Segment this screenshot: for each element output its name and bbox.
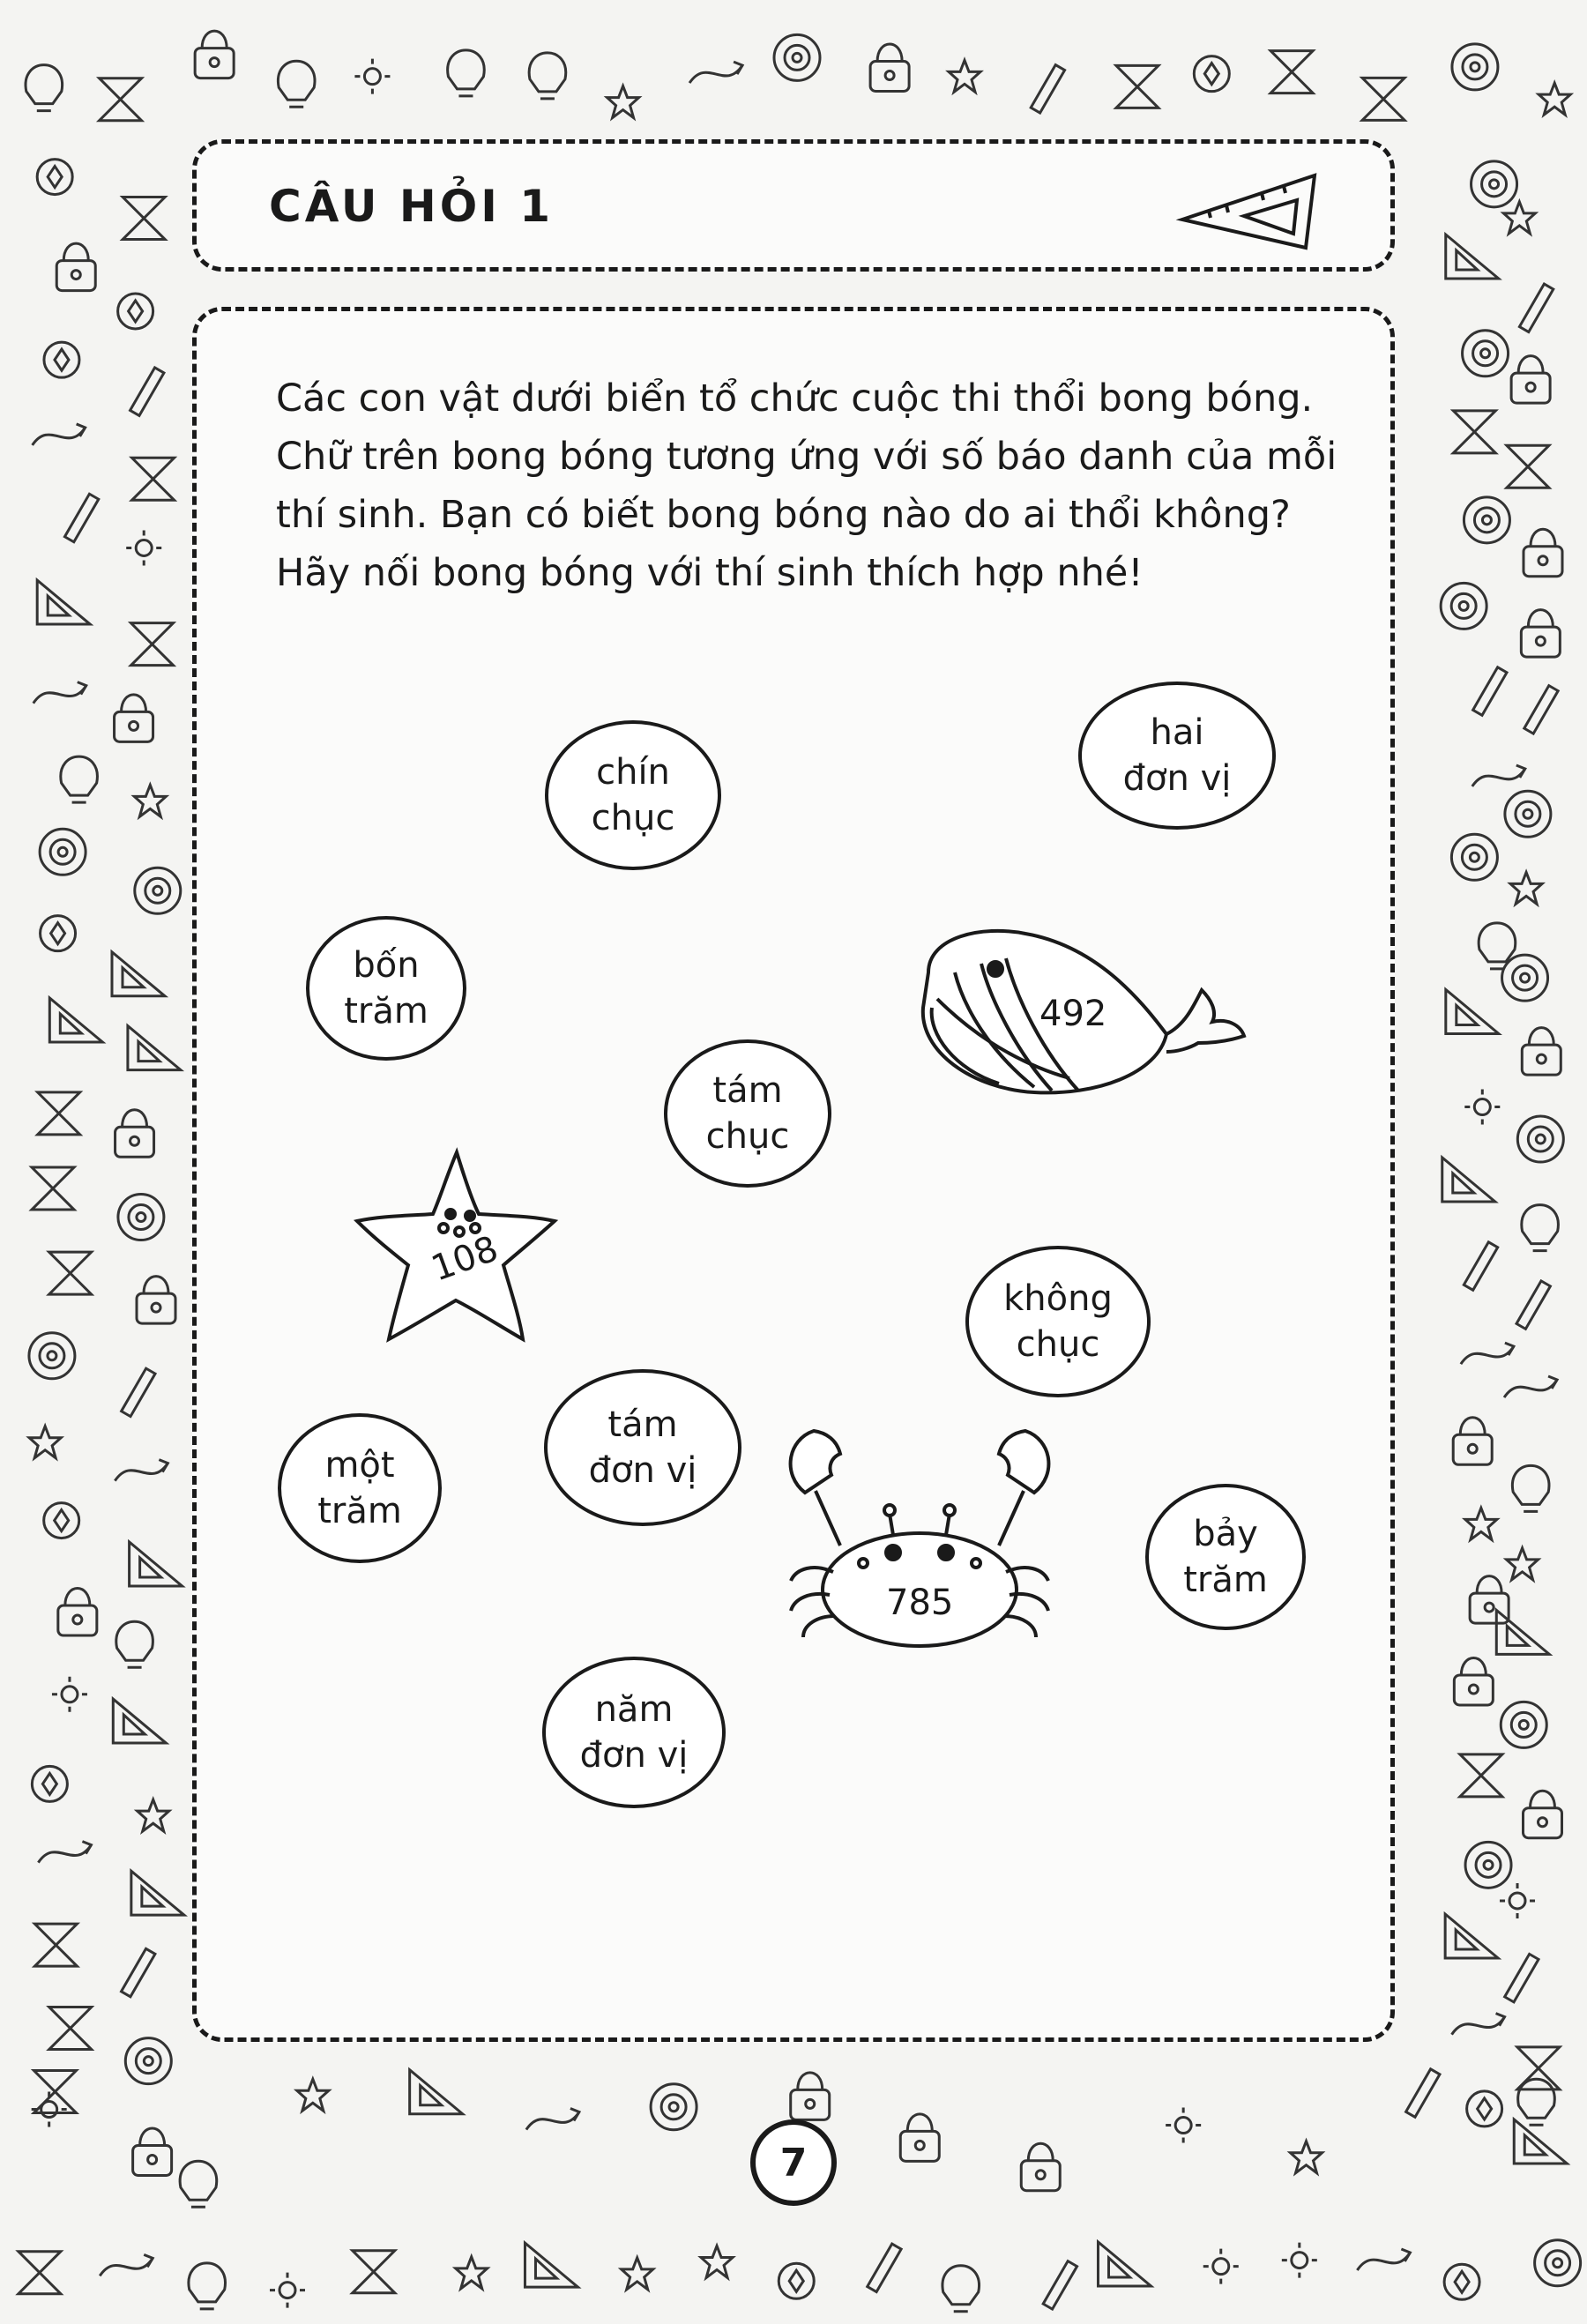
doodle-shape xyxy=(38,1842,91,1863)
doodle-shape xyxy=(29,1426,61,1458)
doodle-shape xyxy=(1442,1158,1495,1202)
doodle-shape xyxy=(41,916,76,951)
doodle-shape xyxy=(1043,2261,1077,2309)
doodle-shape xyxy=(1452,44,1498,90)
doodle-shape xyxy=(278,61,315,107)
doodle-shape xyxy=(353,2251,395,2293)
doodle-shape xyxy=(651,2084,697,2130)
doodle-shape xyxy=(37,580,90,624)
doodle-shape xyxy=(32,1766,67,1801)
doodle-shape xyxy=(1524,686,1558,734)
doodle-shape xyxy=(1507,1548,1539,1580)
crab-contestant[interactable] xyxy=(779,1422,1061,1651)
doodle-shape xyxy=(354,59,390,94)
doodle-shape xyxy=(1446,235,1499,279)
doodle-shape xyxy=(1464,1090,1500,1125)
doodle-shape xyxy=(791,2073,830,2120)
doodle-shape xyxy=(131,623,174,666)
doodle-shape xyxy=(900,2114,939,2162)
doodle-shape xyxy=(123,197,165,240)
doodle-shape xyxy=(1502,955,1548,1001)
doodle-shape xyxy=(1473,667,1507,715)
balloon-line: đơn vị xyxy=(588,1450,697,1491)
doodle-shape xyxy=(1441,583,1486,629)
doodle-shape xyxy=(297,2079,329,2111)
doodle-shape xyxy=(410,2070,463,2114)
doodle-shape xyxy=(1522,1205,1559,1251)
doodle-shape xyxy=(1461,1343,1514,1364)
page-title: CÂU HỎI 1 xyxy=(269,181,555,232)
doodle-shape xyxy=(44,342,79,377)
doodle-shape xyxy=(1453,1418,1492,1465)
doodle-shape xyxy=(1507,445,1549,488)
balloon-khong-chuc[interactable] xyxy=(965,1246,1151,1397)
balloon-line: một xyxy=(324,1445,395,1486)
balloon-line: tám xyxy=(712,1070,783,1111)
doodle-shape xyxy=(1194,56,1229,92)
doodle-shape xyxy=(56,243,95,291)
doodle-shape xyxy=(1451,834,1497,880)
doodle-shape xyxy=(1406,2069,1440,2117)
doodle-shape xyxy=(529,53,566,99)
doodle-shape xyxy=(1511,356,1550,404)
doodle-shape xyxy=(61,756,98,802)
doodle-shape xyxy=(1465,1508,1497,1539)
set-square-icon xyxy=(1173,167,1332,255)
doodle-shape xyxy=(1500,1883,1535,1918)
balloon-chin-chuc[interactable] xyxy=(545,720,721,870)
doodle-shape xyxy=(1454,1658,1493,1706)
doodle-shape xyxy=(100,2254,153,2276)
doodle-shape xyxy=(115,1110,154,1158)
doodle-shape xyxy=(1453,411,1495,453)
balloon-line: chục xyxy=(1016,1324,1100,1365)
doodle-shape xyxy=(134,785,166,816)
doodle-shape xyxy=(689,62,742,83)
doodle-shape xyxy=(1282,2243,1317,2278)
doodle-shape xyxy=(1505,1954,1539,2001)
starfish-number: 108 xyxy=(426,1228,503,1290)
doodle-shape xyxy=(118,294,153,329)
doodle-shape xyxy=(1021,2143,1060,2191)
question-line: Các con vật dưới biển tổ chức cuộc thi thổi bong bóng. xyxy=(276,376,1314,421)
doodle-shape xyxy=(49,1252,92,1294)
balloon-hai-don-vi[interactable] xyxy=(1078,682,1276,830)
question-line: Hãy nối bong bóng với thí sinh thích hợp nhé! xyxy=(276,551,1144,595)
whale-number: 492 xyxy=(1039,994,1107,1034)
doodle-shape xyxy=(122,1948,155,1996)
doodle-shape xyxy=(870,44,909,91)
balloon-line: hai xyxy=(1150,712,1204,753)
whale-contestant[interactable] xyxy=(902,920,1255,1105)
doodle-shape xyxy=(1444,2264,1479,2299)
title-box xyxy=(192,139,1395,272)
doodle-shape xyxy=(1521,610,1560,658)
starfish-contestant[interactable] xyxy=(346,1140,567,1352)
balloon-bon-tram[interactable] xyxy=(306,916,466,1061)
doodle-shape xyxy=(130,1542,183,1586)
doodle-shape xyxy=(34,682,86,704)
balloon-line: bảy xyxy=(1193,1514,1258,1554)
balloon-line: trăm xyxy=(344,991,428,1032)
doodle-shape xyxy=(525,2243,577,2287)
balloon-line: bốn xyxy=(353,945,420,986)
doodle-shape xyxy=(1116,65,1159,108)
doodle-shape xyxy=(1270,51,1313,93)
balloon-line: năm xyxy=(594,1689,674,1730)
doodle-shape xyxy=(52,1677,87,1712)
doodle-shape xyxy=(1539,83,1570,115)
doodle-shape xyxy=(1465,1842,1511,1888)
doodle-shape xyxy=(138,1799,169,1831)
doodle-shape xyxy=(125,2038,171,2084)
doodle-shape xyxy=(1464,497,1509,543)
doodle-shape xyxy=(113,1699,166,1743)
doodle-shape xyxy=(116,1621,153,1667)
doodle-shape xyxy=(49,998,102,1042)
doodle-shape xyxy=(32,1167,74,1210)
doodle-shape xyxy=(1522,1028,1561,1076)
balloon-mot-tram[interactable] xyxy=(278,1413,442,1563)
doodle-shape xyxy=(38,1092,80,1135)
doodle-shape xyxy=(132,458,175,500)
doodle-shape xyxy=(1362,78,1404,120)
doodle-shape xyxy=(115,1460,168,1481)
balloon-line: không xyxy=(1003,1278,1113,1319)
question-text xyxy=(276,369,1369,602)
doodle-shape xyxy=(131,1871,184,1915)
doodle-shape xyxy=(1446,989,1499,1033)
doodle-shape xyxy=(943,2266,980,2312)
doodle-shape xyxy=(1464,1242,1497,1290)
doodle-shape xyxy=(1472,765,1525,786)
doodle-shape xyxy=(135,868,181,913)
doodle-shape xyxy=(1503,202,1535,234)
doodle-shape xyxy=(622,2258,653,2290)
doodle-shape xyxy=(44,1503,79,1538)
balloon-nam-don-vi[interactable] xyxy=(542,1657,726,1808)
doodle-shape xyxy=(1496,1610,1549,1654)
doodle-shape xyxy=(128,1026,181,1070)
doodle-shape xyxy=(26,65,63,111)
doodle-shape xyxy=(58,1589,97,1636)
doodle-shape xyxy=(133,2128,172,2176)
doodle-shape xyxy=(1501,1702,1546,1747)
doodle-shape xyxy=(1517,1116,1563,1162)
doodle-shape xyxy=(607,86,639,118)
doodle-shape xyxy=(1516,1281,1550,1329)
content-box xyxy=(192,307,1395,2042)
doodle-shape xyxy=(448,50,485,96)
doodle-shape xyxy=(34,1924,77,1966)
doodle-shape xyxy=(118,1195,164,1240)
doodle-shape xyxy=(29,1333,75,1379)
doodle-shape xyxy=(1098,2242,1151,2286)
doodle-shape xyxy=(1505,791,1551,837)
question-line: thí sinh. Bạn có biết bong bóng nào do ai thổi không? xyxy=(276,493,1291,537)
doodle-shape xyxy=(1357,2249,1410,2270)
doodle-shape xyxy=(1519,284,1553,331)
doodle-shape xyxy=(33,424,86,445)
doodle-shape xyxy=(130,368,164,415)
doodle-shape xyxy=(1517,2047,1560,2089)
doodle-shape xyxy=(1445,1914,1498,1958)
doodle-shape xyxy=(1504,1376,1557,1397)
doodle-shape xyxy=(1291,2142,1322,2173)
page-number: 7 xyxy=(750,2119,837,2206)
doodle-shape xyxy=(122,1368,155,1416)
doodle-shape xyxy=(868,2244,901,2291)
doodle-shape xyxy=(1512,1465,1549,1511)
doodle-shape xyxy=(456,2257,488,2289)
doodle-shape xyxy=(1463,331,1509,376)
balloon-line: chục xyxy=(591,798,675,838)
balloon-tam-chuc[interactable] xyxy=(664,1039,831,1188)
doodle-shape xyxy=(774,34,820,80)
balloon-line: trăm xyxy=(1183,1560,1268,1600)
doodle-shape xyxy=(1518,2079,1555,2125)
doodle-shape xyxy=(701,2246,733,2277)
balloon-tam-don-vi[interactable] xyxy=(544,1369,741,1526)
balloon-line: chín xyxy=(596,752,670,793)
doodle-shape xyxy=(126,531,161,566)
doodle-shape xyxy=(779,2263,814,2298)
doodle-shape xyxy=(37,160,72,195)
doodle-shape xyxy=(180,2161,217,2207)
doodle-shape xyxy=(49,2007,92,2050)
question-line: Chữ trên bong bóng tương ứng với số báo danh của mỗi xyxy=(276,435,1337,479)
doodle-shape xyxy=(270,2273,305,2308)
doodle-shape xyxy=(137,1277,175,1324)
doodle-shape xyxy=(949,60,980,92)
balloon-line: chục xyxy=(705,1116,790,1157)
doodle-shape xyxy=(1535,2240,1581,2286)
balloon-line: trăm xyxy=(317,1491,402,1531)
doodle-shape xyxy=(112,952,165,996)
balloon-line: đơn vị xyxy=(1122,758,1232,799)
balloon-bay-tram[interactable] xyxy=(1145,1484,1306,1630)
doodle-shape xyxy=(1452,2014,1505,2035)
crab-number: 785 xyxy=(886,1583,954,1623)
doodle-shape xyxy=(1031,65,1064,113)
doodle-shape xyxy=(189,2263,226,2309)
doodle-shape xyxy=(100,78,142,121)
doodle-shape xyxy=(1203,2249,1239,2284)
balloon-line: đơn vị xyxy=(579,1735,689,1776)
doodle-shape xyxy=(1523,1791,1561,1837)
doodle-shape xyxy=(1510,872,1542,904)
balloon-line: tám xyxy=(607,1404,678,1445)
doodle-shape xyxy=(1460,1754,1502,1797)
doodle-shape xyxy=(19,2252,61,2294)
doodle-shape xyxy=(40,829,86,875)
doodle-shape xyxy=(1472,161,1517,207)
doodle-shape xyxy=(1166,2108,1201,2143)
doodle-shape xyxy=(1524,529,1562,577)
doodle-shape xyxy=(1467,2091,1502,2127)
doodle-shape xyxy=(115,695,153,742)
doodle-shape xyxy=(526,2109,579,2130)
doodle-shape xyxy=(195,31,234,78)
doodle-shape xyxy=(64,494,98,541)
